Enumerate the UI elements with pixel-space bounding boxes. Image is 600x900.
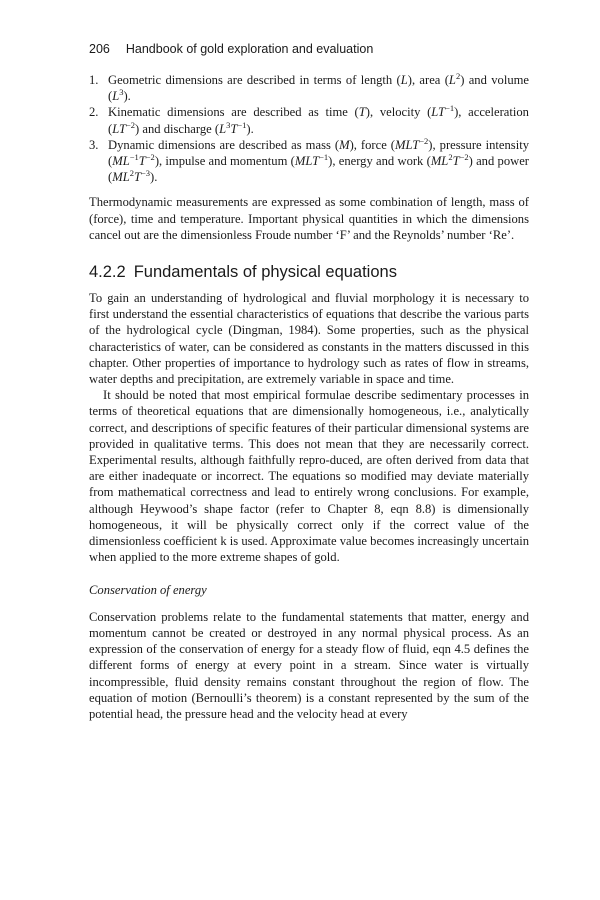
list-item-text: Dynamic dimensions are described as mass (M), force $(MLT^{-2})$, pressure intensity $(ML^{-1}T^{-2})$, impulse and momentum $(MLT^{-1})$, energy and work $(ML^2T^{-2})$ and power $(ML^2T^{-3})$. (108, 135, 529, 185)
list-item-number: 2. (89, 105, 99, 120)
list-item (89, 137, 529, 186)
paragraph-conservation: Conservation problems relate to the fundamental statements that matter, energy and momentum cannot be created or destroyed in any normal physical process. As an expression of the conservation of energy for a steady flow of fluid, eqn 4.5 defines the different forms of energy at every point in a stream. Since water is virtually incompressible, fluid density remains constant throughout the region of flow. The equation of motion (Bernoulli’s theorem) is a constant represented by the sum of the potential head, the pressure head and the velocity head at every (89, 609, 529, 721)
list-item-text: Kinematic dimensions are described as time (T), velocity $(LT^{-1})$, acceleration $(LT^{-2})$ and discharge $(L^3T^{-1})$. (108, 103, 529, 136)
section-number: 4.2.2 (89, 263, 126, 282)
paragraph-empirical-formulae: It should be noted that most empirical formulae describe sedimentary processes in terms of theoretical equations that are dimensionally homogeneous, i.e., analytically correct, and descriptions of specific features of their particular dimensional systems are provided in qualitative terms. This does not mean that they are necessarily correct. Experimental results, although faithfully repro-duced, are often derived from data that are either inadequate or incorrect. The equations so modified may deviate materially from mathematical correctness and lead to entirely wrong conclusions. For example, although Heywood’s shape factor (refer to Chapter 8, eqn 8.8) is dimensionally homogeneous, it will be physically correct only if the correct value of the dimensionless coefficient k is used. Approximate value becomes increasingly uncertain when applied to the more extreme shapes of gold. (89, 388, 529, 565)
list-item-number: 1. (89, 73, 99, 87)
list-item (89, 72, 529, 104)
section-heading (89, 262, 529, 282)
subheading-conservation-of-energy: Conservation of energy (89, 583, 207, 598)
dimension-list (89, 72, 529, 185)
running-head (89, 42, 529, 56)
list-item-text: Geometric dimensions are described in terms of length (L), area $(L^2)$ and volume $(L^3)$. (108, 71, 530, 104)
list-item-number: 3. (89, 137, 99, 152)
paragraph-hydrology: To gain an understanding of hydrological and fluvial morphology it is necessary to first understand the essential characteristics of equations that describe the various parts of the hydrological cycle (Dingman, 1984). Some properties, such as the physical characteristics of water, can be considered as constants in the matters discussed in this chapter. Other properties of importance to hydrology such as rates of flow in streams, water depths and precipitation, are extremely variable in space and time. (89, 291, 529, 387)
body-text (89, 72, 529, 722)
section-title: Fundamentals of physical equations (133, 263, 397, 282)
page-number: 206 (89, 42, 110, 56)
paragraph-thermodynamic: Thermodynamic measurements are expressed as some combination of length, mass of (force), time and temperature. Important physical quantities in which the dimensions cancel out are the dimensionless Froude number ‘F’ and the Reynolds’ number ‘Re’. (89, 195, 529, 242)
running-title: Handbook of gold exploration and evaluation (125, 42, 374, 56)
list-item (89, 104, 529, 136)
